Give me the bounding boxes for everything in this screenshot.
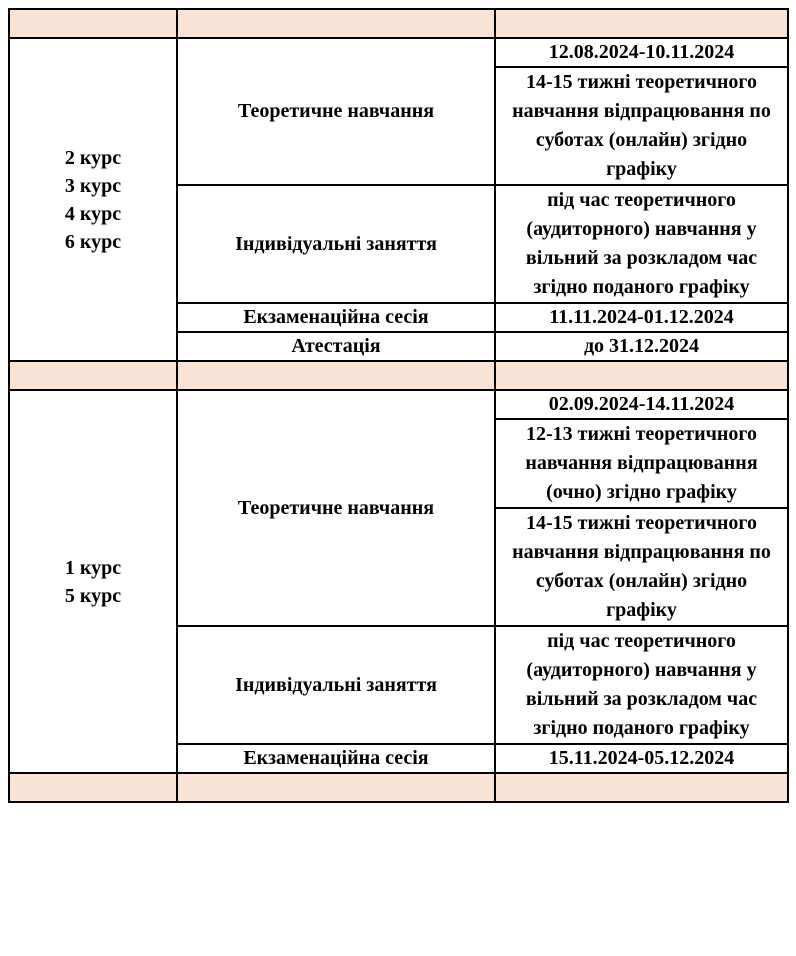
exam-values — [496, 304, 787, 331]
course-block-1 — [8, 39, 789, 362]
individual-label: Індивідуальні заняття — [178, 627, 496, 743]
attestation-dates: до 31.12.2024 — [583, 335, 700, 357]
band-cell — [10, 362, 178, 389]
course-list — [10, 39, 178, 360]
separator-band-row — [8, 362, 789, 391]
exam-label: Екзаменаційна сесія — [178, 745, 496, 772]
band-cell — [10, 774, 178, 801]
course-label: 5 курс — [64, 584, 122, 607]
exam-dates: 15.11.2024-05.12.2024 — [548, 747, 735, 769]
individual-values — [496, 627, 787, 743]
theory-row — [178, 391, 787, 627]
course-block-2 — [8, 391, 789, 774]
individual-row — [178, 627, 787, 745]
individual-values — [496, 186, 787, 302]
band-cell — [496, 774, 787, 801]
course-label: 2 курс — [64, 146, 122, 169]
band-cell — [178, 774, 496, 801]
course-block-details — [178, 39, 787, 360]
band-cell — [496, 362, 787, 389]
course-block-details — [178, 391, 787, 772]
exam-row — [178, 745, 787, 772]
theory-values — [496, 39, 787, 184]
theory-dates: 02.09.2024-14.11.2024 — [496, 391, 787, 420]
course-label: 1 курс — [64, 556, 122, 579]
header-band-row — [8, 8, 789, 39]
course-label: 4 курс — [64, 202, 122, 225]
attestation-values — [496, 333, 787, 360]
theory-row — [178, 39, 787, 186]
individual-note: під час теоретичного (аудиторного) навчання у вільний за розкладом час згідно поданого графіку — [525, 630, 758, 739]
course-label: 6 курс — [64, 230, 122, 253]
exam-dates: 11.11.2024-01.12.2024 — [549, 306, 734, 328]
exam-row — [178, 304, 787, 333]
individual-row — [178, 186, 787, 304]
theory-label: Теоретичне навчання — [178, 391, 496, 625]
theory-dates: 12.08.2024-10.11.2024 — [496, 39, 787, 68]
theory-note: 14-15 тижні теоретичного навчання відпрацювання по суботах (онлайн) згідно графіку — [512, 71, 771, 180]
exam-values — [496, 745, 787, 772]
course-list — [10, 391, 178, 772]
attestation-label: Атестація — [178, 333, 496, 360]
individual-label: Індивідуальні заняття — [178, 186, 496, 302]
theory-label: Теоретичне навчання — [178, 39, 496, 184]
theory-note: 12-13 тижні теоретичного навчання відпрацювання (очно) згідно графіку — [496, 420, 787, 509]
footer-band-row — [8, 774, 789, 803]
exam-label: Екзаменаційна сесія — [178, 304, 496, 331]
individual-note: під час теоретичного (аудиторного) навчання у вільний за розкладом час згідно поданого графіку — [525, 189, 758, 298]
band-cell — [496, 10, 787, 37]
band-cell — [178, 10, 496, 37]
attestation-row — [178, 333, 787, 360]
schedule-table — [8, 8, 789, 803]
band-cell — [178, 362, 496, 389]
theory-note: 14-15 тижні теоретичного навчання відпрацювання по суботах (онлайн) згідно графіку — [512, 512, 771, 621]
course-label: 3 курс — [64, 174, 122, 197]
theory-values — [496, 391, 787, 625]
band-cell — [10, 10, 178, 37]
